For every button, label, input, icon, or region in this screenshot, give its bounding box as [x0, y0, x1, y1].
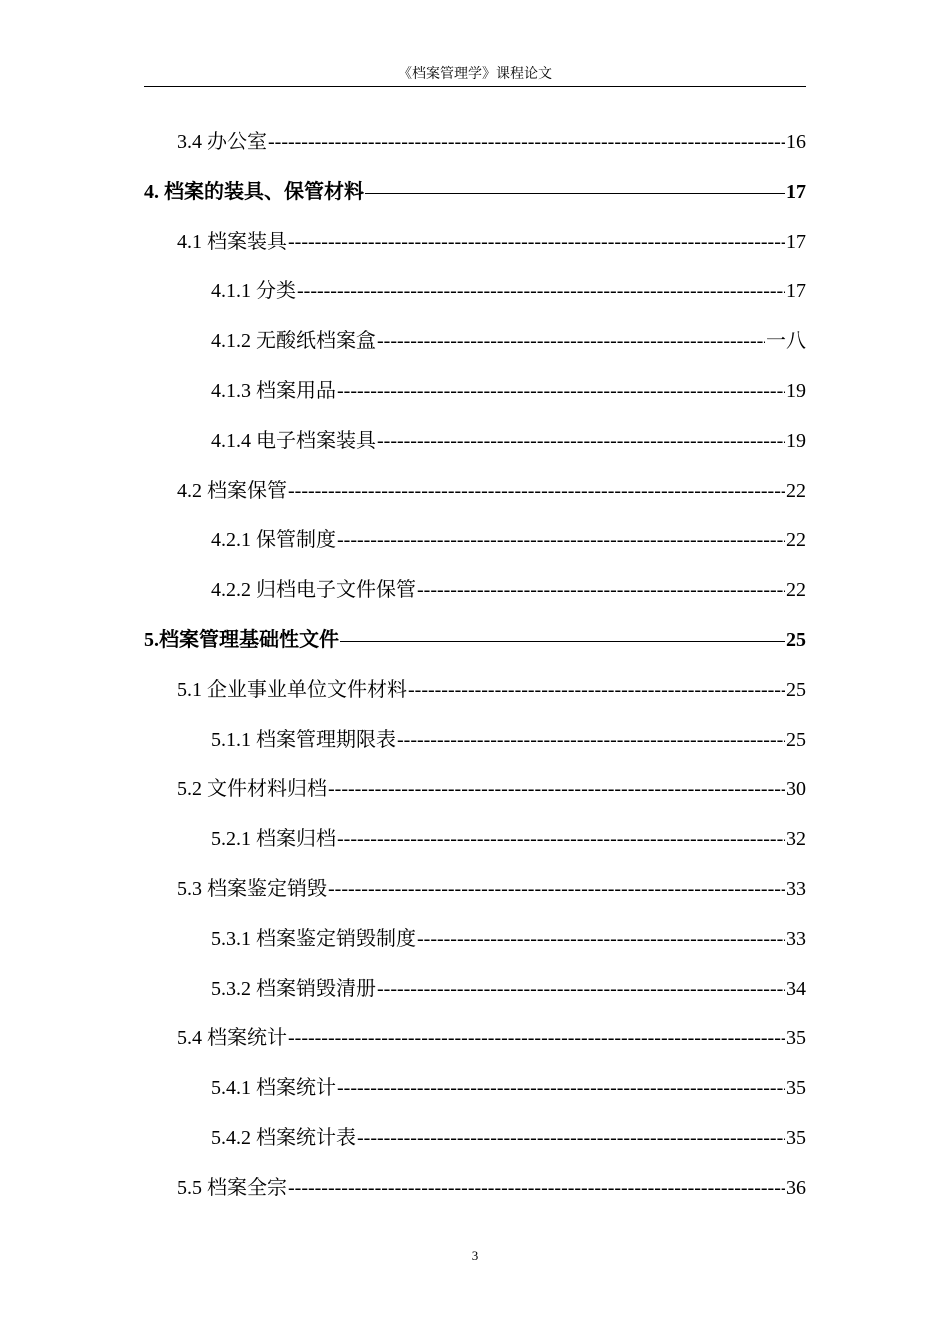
toc-entry-page: 32 [786, 828, 806, 851]
toc-leader-dashes [377, 426, 785, 456]
toc-entry-title: 5.2 文件材料归档 [177, 778, 327, 801]
toc-entry-title: 5.2.1 档案归档 [211, 828, 336, 851]
toc-leader-dashes [288, 1023, 785, 1053]
toc-entry-page: 34 [786, 977, 806, 1000]
toc-entry-title: 5.1.1 档案管理期限表 [211, 728, 396, 751]
toc-entry-title: 5.4 档案统计 [177, 1027, 287, 1050]
toc-entry-page: 25 [786, 728, 806, 751]
toc-entry[interactable] [211, 276, 806, 306]
toc-leader-dashes [337, 1073, 785, 1103]
toc-entry-page: 16 [786, 131, 806, 153]
toc-leader-dashes [340, 625, 785, 655]
toc-entry-title: 4. 档案的装具、保管材料 [144, 180, 364, 203]
toc-leader-dashes [417, 575, 785, 605]
toc-leader-dashes [328, 874, 785, 904]
toc-leader-dashes [417, 924, 785, 954]
toc-entry-page: 25 [786, 629, 806, 651]
toc-entry-title: 5.1 企业事业单位文件材料 [177, 678, 407, 701]
toc-entry[interactable] [177, 1023, 806, 1053]
toc-entry-title: 4.1.3 档案用品 [211, 380, 336, 402]
toc-leader-dashes [408, 675, 785, 705]
toc-entry-page: 35 [786, 1027, 806, 1050]
toc-entry-title: 4.2.2 归档电子文件保管 [211, 579, 416, 602]
toc-entry[interactable] [177, 675, 806, 705]
toc-leader-dashes [377, 326, 765, 356]
toc-entry-title: 5.档案管理基础性文件 [144, 629, 339, 651]
toc-entry-page: 30 [786, 778, 806, 801]
toc-entry[interactable] [144, 625, 806, 655]
toc-entry-title: 4.2 档案保管 [177, 479, 287, 502]
toc-entry-page: 17 [786, 230, 806, 253]
toc-entry[interactable] [211, 924, 806, 954]
toc-entry-page: 36 [786, 1176, 806, 1199]
toc-leader-dashes [357, 1123, 785, 1153]
toc-leader-dashes [337, 824, 785, 854]
toc-entry[interactable] [211, 974, 806, 1004]
toc-entry[interactable] [177, 476, 806, 506]
toc-leader-dashes [337, 376, 785, 406]
header-rule [144, 86, 806, 87]
toc-entry-title: 5.4.2 档案统计表 [211, 1127, 356, 1149]
toc-entry-title: 4.2.1 保管制度 [211, 529, 336, 552]
toc-entry[interactable] [211, 1123, 806, 1153]
toc-entry[interactable] [177, 127, 806, 157]
toc-entry-page: 33 [786, 878, 806, 900]
toc-entry-page: 35 [786, 1127, 806, 1149]
page-header-title: 《档案管理学》课程论文 [398, 67, 552, 82]
toc-leader-dashes [337, 525, 785, 555]
toc-leader-dashes [288, 476, 785, 506]
toc-entry-page: 22 [786, 479, 806, 502]
toc-entry[interactable] [211, 525, 806, 555]
toc-entry[interactable] [211, 426, 806, 456]
toc-entry[interactable] [177, 1173, 806, 1203]
toc-entry-page: 19 [786, 429, 806, 452]
toc-leader-dashes [297, 276, 785, 306]
toc-entry-title: 4.1.4 电子档案装具 [211, 429, 376, 452]
toc-entry[interactable] [177, 227, 806, 257]
toc-entry[interactable] [211, 824, 806, 854]
toc-leader-dashes [328, 774, 785, 804]
toc-entry[interactable] [177, 874, 806, 904]
toc-entry-page: 22 [786, 529, 806, 552]
toc-entry-page: 19 [786, 380, 806, 402]
toc-entry-page: 33 [786, 927, 806, 950]
toc-entry-title: 3.4 办公室 [177, 131, 267, 153]
toc-leader-dashes [288, 227, 785, 257]
toc-entry-title: 5.3.1 档案鉴定销毁制度 [211, 927, 416, 950]
toc-leader-dashes [377, 974, 785, 1004]
toc-entry[interactable] [211, 376, 806, 406]
toc-entry[interactable] [144, 177, 806, 207]
toc-entry-title: 4.1.1 分类 [211, 280, 296, 303]
toc-leader-dashes [397, 725, 785, 755]
toc-entry-title: 5.5 档案全宗 [177, 1176, 287, 1199]
toc-entry[interactable] [211, 725, 806, 755]
toc-entry-page: 一八 [766, 330, 806, 353]
toc-entry[interactable] [211, 326, 806, 356]
toc-entry-title: 4.1 档案装具 [177, 230, 287, 253]
toc-entry-title: 4.1.2 无酸纸档案盒 [211, 330, 376, 353]
toc-entry-page: 17 [786, 180, 806, 203]
toc-entry-page: 25 [786, 678, 806, 701]
toc-entry-page: 35 [786, 1077, 806, 1100]
toc-entry[interactable] [211, 1073, 806, 1103]
toc-leader-dashes [365, 177, 785, 207]
toc-entry[interactable] [177, 774, 806, 804]
toc-leader-dashes [268, 127, 785, 157]
toc-leader-dashes [288, 1173, 785, 1203]
toc-entry-title: 5.3 档案鉴定销毁 [177, 878, 327, 900]
toc-entry-title: 5.3.2 档案销毁清册 [211, 977, 376, 1000]
toc-entry-page: 17 [786, 280, 806, 303]
toc-entry-page: 22 [786, 579, 806, 602]
page-number: 3 [471, 1248, 479, 1263]
toc-entry-title: 5.4.1 档案统计 [211, 1077, 336, 1100]
toc-entry[interactable] [211, 575, 806, 605]
